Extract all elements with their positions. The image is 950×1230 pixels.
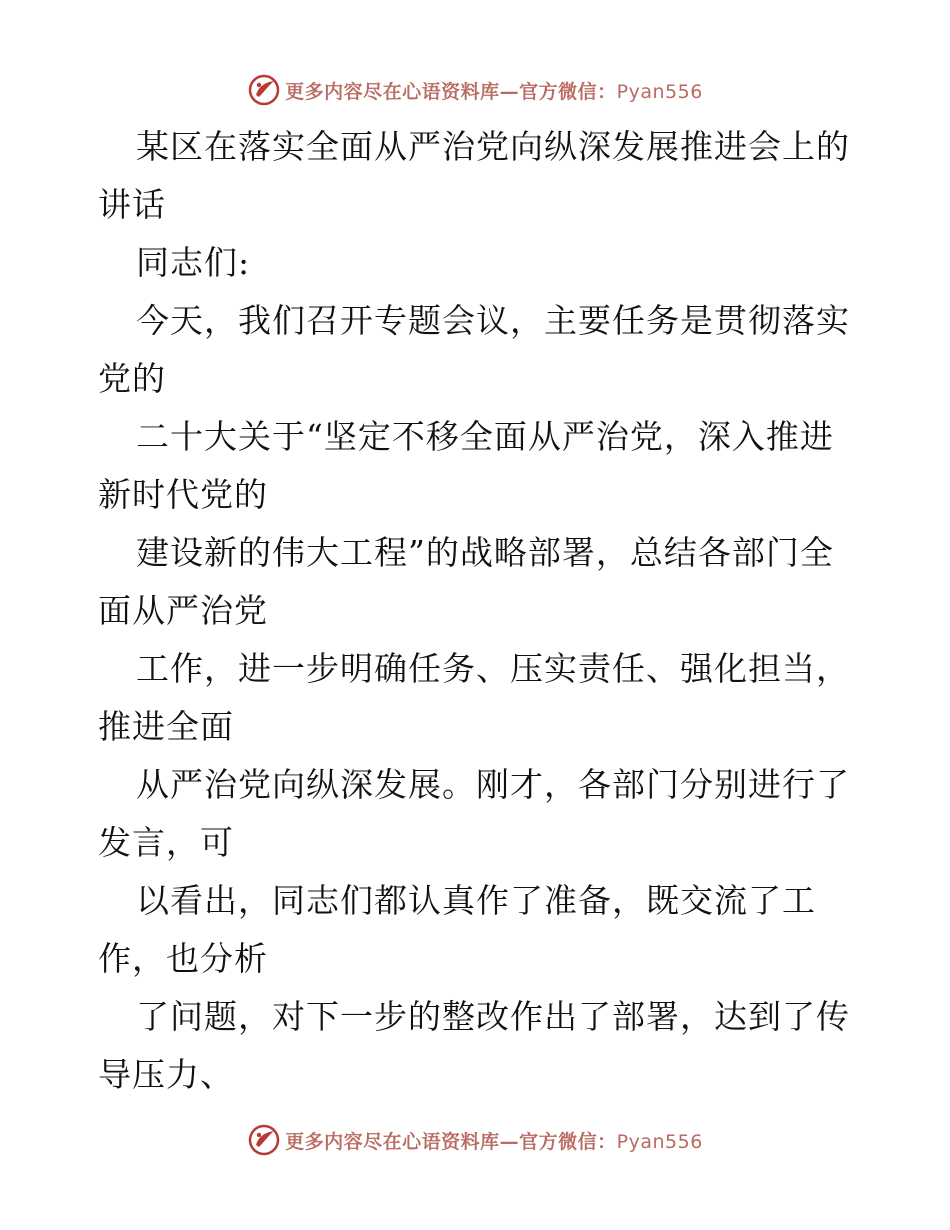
paragraph: 二十大关于“坚定不移全面从严治党，深入推进新时代党的 [98,417,834,514]
footer-wechat-id: Pyan556 [616,1130,703,1153]
document-body [98,118,858,1104]
header-banner-text: 更多内容尽在心语资料库—官方微信：Pyan556 [285,80,703,103]
paragraph: 以看出，同志们都认真作了准备，既交流了工作，也分析 [98,881,816,978]
seal-logo-icon [247,73,281,107]
paragraph: 今天，我们召开专题会议，主要任务是贯彻落实党的 [98,301,850,398]
header-wechat-id: Pyan556 [616,80,703,103]
footer-banner-text: 更多内容尽在心语资料库—官方微信：Pyan556 [285,1130,703,1153]
paragraph: 工作，进一步明确任务、压实责任、强化担当，推进全面 [98,649,850,746]
footer-banner [0,1118,950,1162]
paragraph: 同志们: [136,243,251,282]
seal-logo-icon [247,1123,281,1157]
paragraph: 了问题，对下一步的整改作出了部署，达到了传导压力、 [98,997,850,1094]
paragraph: 从严治党向纵深发展。刚才，各部门分别进行了发言，可 [98,765,850,862]
document-title: 某区在落实全面从严治党向纵深发展推进会上的讲话 [98,127,850,224]
header-banner [0,68,950,112]
paragraph: 建设新的伟大工程”的战略部署，总结各部门全面从严治党 [98,533,834,630]
